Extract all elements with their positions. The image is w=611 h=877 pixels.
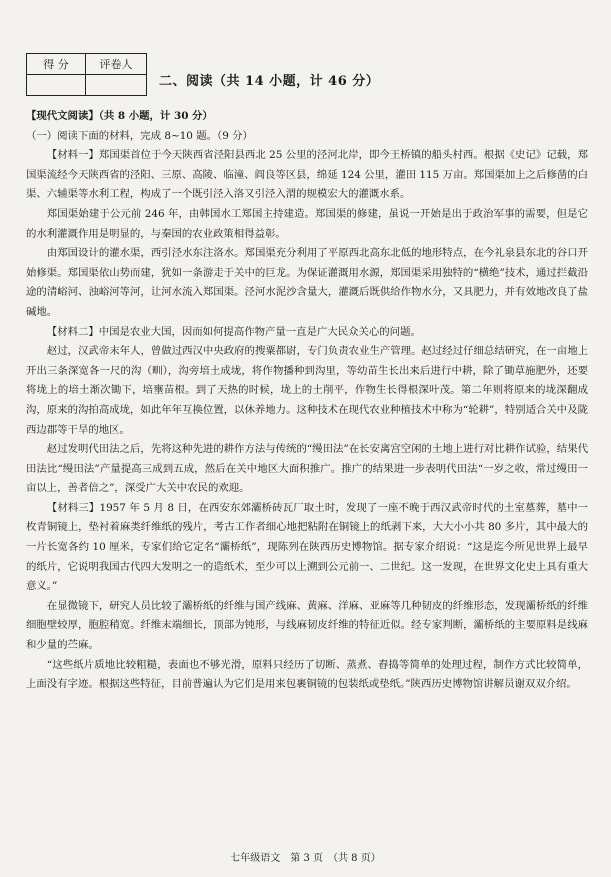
paragraph: 由郑国设计的灌水渠，西引泾水东注洛水。郑国渠充分利用了平原西北高东北低的地形特点，在今礼泉县东北的谷口开始修渠。郑国渠依山势而建，犹如一条游走于关中的巨龙。为保证灌溉用水源，郑国渠采用独特的“横绝”技术，通过拦截沿途的清峪河、浊峪河等河，让河水流入郑国渠。泾河水泥沙含量大，灌溉后既供给作物水分，又具肥力，并有效地改良了盐碱地。 [26, 247, 588, 318]
paragraph-material-1: 【材料一】郑国渠首位于今天陕西省泾阳县西北 25 公里的泾河北岸，即今王桥镇的船头村西。根据《史记》记载，郑国渠流经今天陕西省的泾阳、三原、高陵、临潼、阎良等区县，绵延 124 公里，灌田 115 万亩。郑国渠加上之后修凿的白渠、六辅渠等水利工程，构成了一个既引泾入洛又引泾入渭的规模宏大的灌溉水系。 [26, 149, 589, 201]
paragraph-material-2: 【材料二】中国是农业大国，因而如何提高作物产量一直是广大民众关心的问题。 [46, 325, 421, 338]
paragraph: 郑国渠始建于公元前 246 年，由韩国水工郑国主持建造。郑国渠的修建，虽说一开始是出于政治军事的需要，但是它的水利灌溉作用是明显的，与秦国的农业政策相得益彰。 [26, 207, 588, 240]
score-table [26, 53, 147, 96]
grader-label: 评卷人 [86, 54, 147, 75]
reading-body [26, 107, 588, 695]
paragraph: “这些纸片质地比较粗糙，表面也不够光滑，原料只经历了切断、蒸煮、舂捣等简单的处理过程，制作方式比较简单，上面没有字迹。根据这些特征，目前普遍认为它们是用来包裹铜镜的包装纸或垫纸。”陕西历史博物馆讲解员谢双双介绍。 [26, 658, 588, 691]
paragraph-material-3: 【材料三】1957 年 5 月 8 日，在西安东郊灞桥砖瓦厂取土时，发现了一座不晚于西汉武帝时代的土室墓葬，墓中一枚青铜镜上，垫衬着麻类纤维纸的残片，考古工作者细心地把粘附在铜镜上的纸剥下来，大大小小共 80 多片，其中最大的一片长宽各约 10 厘米，专家们给它定名“灞桥纸”，现陈列在陕西历史博物馆。据专家介绍说：“这是迄今所见世界上最早的纸片，它说明我国古代四大发明之一的造纸术，至少可以上溯到公元前一、二世纪。这一发现，在世界文化史上具有重大意义。” [26, 501, 588, 593]
paragraph: 赵过发明代田法之后，先将这种先进的耕作方法与传统的“缦田法”在长安离宫空闲的土地上进行对比耕作试验，结果代田法比“缦田法”产量提高三成到五成，然后在关中地区大面积推广。推广的结果进一步表明代田法“一岁之收，常过缦田一亩以上，善者倍之”，深受广大关中农民的欢迎。 [26, 443, 588, 495]
section-title: 二、阅读（共 14 小题，计 46 分） [159, 74, 380, 89]
page-footer: 七年级语文 第 3 页 （共 8 页） [230, 853, 381, 864]
paragraph: 在显微镜下，研究人员比较了灞桥纸的纤维与国产线麻、黄麻、洋麻、亚麻等几种韧皮的纤维形态，发现灞桥纸的纤维细胞壁较厚，胞腔稍宽。纤维末端细长，顶部为钝形，与线麻韧皮纤维的特征近似。经专家判断，灞桥纸的主要原料是线麻和少量的苎麻。 [26, 599, 588, 652]
paragraph: 赵过，汉武帝末年人，曾做过西汉中央政府的搜粟都尉，专门负责农业生产管理。赵过经过仔细总结研究，在一亩地上开出三条深宽各一尺的沟（甽），沟旁培土成垅，将作物播种到沟里，等幼苗生长出来后进行中耕，除了锄草施肥外，还要将垅上的培土渐次锄下，培壅苗根。到了天热的时候，垅上的土削平，作物生长得根深叶茂。第二年则将原来的垅深翻成沟，原来的沟拍高成垅，如此年年互换位置，以休养地力。这种技术在现代农业种植技术中称为“轮耕”，特别适合关中及陇西边郡等干旱的地区。 [26, 345, 588, 436]
score-label: 得 分 [27, 54, 86, 75]
score-cell [27, 75, 86, 96]
grader-cell [86, 75, 147, 96]
sub-heading: （一）阅读下面的材料，完成 8~10 题。（9 分） [26, 129, 253, 142]
modern-reading-heading: 【现代文阅读】（共 8 小题，计 30 分） [26, 110, 213, 122]
